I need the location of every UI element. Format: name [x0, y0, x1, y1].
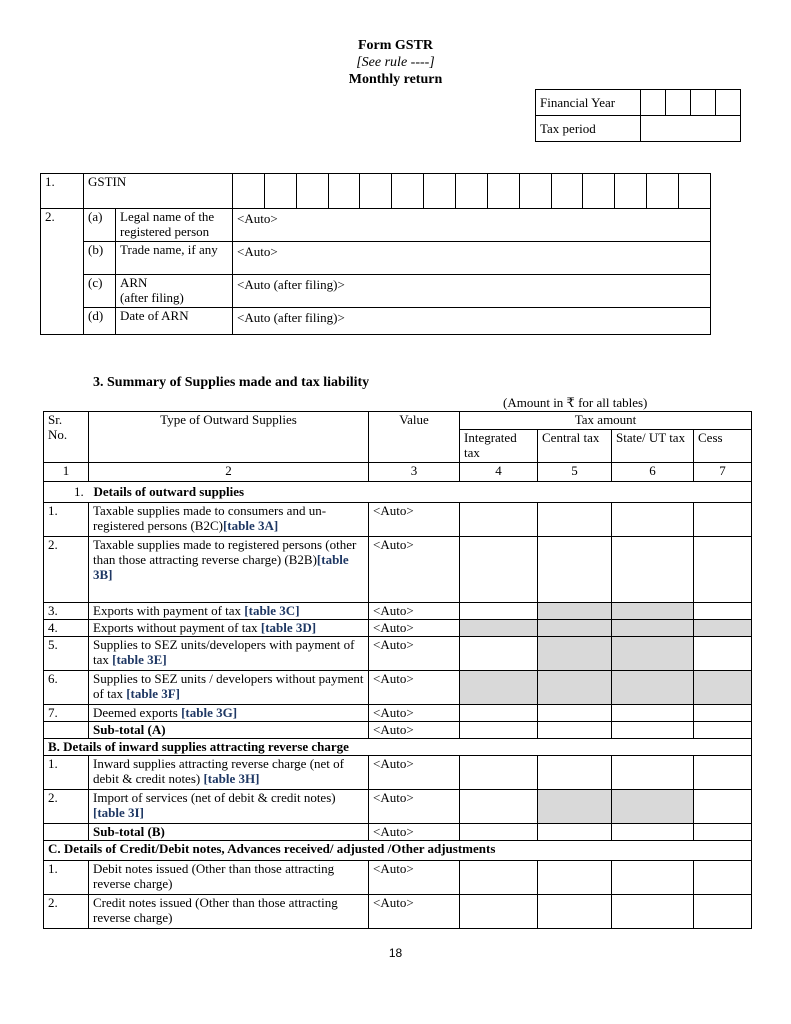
- supply-text: Exports without payment of tax: [93, 620, 261, 635]
- integrated-tax-cell[interactable]: [460, 537, 538, 603]
- cess-cell[interactable]: [694, 503, 752, 537]
- gstin-digit-cell[interactable]: [297, 174, 329, 208]
- table-reference: [table 3A]: [222, 518, 279, 533]
- value-cell: <Auto>: [369, 861, 460, 895]
- row-label: ARN (after filing): [116, 275, 233, 308]
- col-number: 2: [89, 463, 369, 482]
- legal-name-value: <Auto>: [233, 209, 711, 242]
- gstin-digit-cell[interactable]: [329, 174, 361, 208]
- supply-description: [89, 637, 369, 671]
- cess-cell[interactable]: [694, 895, 752, 929]
- table-reference: [table 3B]: [93, 552, 349, 582]
- supply-text: Supplies to SEZ units / developers without payment of tax: [93, 671, 364, 701]
- supply-description: [89, 705, 369, 722]
- supply-text: Inward supplies attracting reverse charge (net of debit & credit notes): [93, 756, 344, 786]
- summary-table: [43, 411, 752, 929]
- state-tax-cell: [612, 790, 694, 824]
- row-label: Legal name of the registered person: [116, 209, 233, 242]
- supply-text: Debit notes issued (Other than those attracting reverse charge): [93, 861, 335, 891]
- sub-label: (c): [84, 275, 116, 308]
- supply-text: Deemed exports: [93, 705, 182, 720]
- arn-date-value: <Auto (after filing)>: [233, 308, 711, 335]
- col-cess-header: Cess: [694, 430, 752, 463]
- row-number: 5.: [44, 637, 89, 671]
- cess-cell[interactable]: [694, 603, 752, 620]
- central-tax-cell[interactable]: [538, 503, 612, 537]
- table-row: [44, 790, 752, 824]
- table-row: [44, 503, 752, 537]
- gstin-digit-cell[interactable]: [488, 174, 520, 208]
- value-cell: <Auto>: [369, 537, 460, 603]
- supply-description: [89, 756, 369, 790]
- sub-label: (d): [84, 308, 116, 335]
- subtotal-a-value: <Auto>: [369, 722, 460, 739]
- gstin-digit-cell[interactable]: [424, 174, 456, 208]
- table-row: [44, 620, 752, 637]
- gstin-digit-cell[interactable]: [583, 174, 615, 208]
- table-row: [44, 671, 752, 705]
- supply-description: [89, 895, 369, 929]
- gstin-label: GSTIN: [84, 174, 233, 209]
- table-row: [44, 603, 752, 620]
- summary-heading: 3. Summary of Supplies made and tax liability: [93, 375, 370, 390]
- state-tax-cell: [612, 671, 694, 705]
- central-tax-cell: [538, 637, 612, 671]
- supply-description: [89, 620, 369, 637]
- table-row: [44, 637, 752, 671]
- integrated-tax-cell: [460, 620, 538, 637]
- supply-description: [89, 503, 369, 537]
- table-reference: [table 3C]: [244, 603, 300, 618]
- value-cell: <Auto>: [369, 705, 460, 722]
- col-value-header: Value: [369, 412, 460, 463]
- cess-cell: [694, 671, 752, 705]
- integrated-tax-cell: [460, 671, 538, 705]
- table-row: [44, 861, 752, 895]
- supply-description: [89, 537, 369, 603]
- central-tax-cell[interactable]: [538, 756, 612, 790]
- table-row: [44, 537, 752, 603]
- row-number: 7.: [44, 705, 89, 722]
- central-tax-cell: [538, 790, 612, 824]
- table-reference: [table 3H]: [203, 771, 260, 786]
- trade-name-value: <Auto>: [233, 242, 711, 275]
- integrated-tax-cell[interactable]: [460, 790, 538, 824]
- sub-label: (b): [84, 242, 116, 275]
- row-number: 2.: [44, 537, 89, 603]
- identity-group-number: 2.: [41, 209, 84, 335]
- state-tax-cell[interactable]: [612, 756, 694, 790]
- supply-text: Taxable supplies made to registered persons (other than those attracting reverse charge) (B2B): [93, 537, 357, 567]
- gstin-digit-cell[interactable]: [392, 174, 424, 208]
- row-label: Date of ARN: [116, 308, 233, 335]
- value-cell: <Auto>: [369, 671, 460, 705]
- page-number: 18: [388, 946, 403, 960]
- cess-cell[interactable]: [694, 790, 752, 824]
- table-reference: [table 3F]: [126, 686, 181, 701]
- financial-year-label: Financial Year: [536, 90, 641, 116]
- supply-description: [89, 603, 369, 620]
- state-tax-cell[interactable]: [612, 705, 694, 722]
- supply-text: Supplies to SEZ units/developers with payment of tax: [93, 637, 355, 667]
- row-number: 6.: [44, 671, 89, 705]
- gstin-digit-cell[interactable]: [456, 174, 488, 208]
- row-number: 1.: [44, 756, 89, 790]
- table-row: [44, 895, 752, 929]
- amount-note: (Amount in ₹ for all tables): [503, 395, 648, 410]
- col-number: 3: [369, 463, 460, 482]
- state-tax-cell[interactable]: [612, 895, 694, 929]
- integrated-tax-cell[interactable]: [460, 603, 538, 620]
- col-state-header: State/ UT tax: [612, 430, 694, 463]
- value-cell: <Auto>: [369, 603, 460, 620]
- integrated-tax-cell[interactable]: [460, 503, 538, 537]
- subtotal-b-value: <Auto>: [369, 824, 460, 841]
- table-reference: [table 3I]: [93, 805, 144, 820]
- state-tax-cell: [612, 620, 694, 637]
- state-tax-cell[interactable]: [612, 537, 694, 603]
- subtotal-b-label: Sub-total (B): [89, 824, 369, 841]
- subtotal-a-label: Sub-total (A): [89, 722, 369, 739]
- form-title: Form GSTR: [357, 38, 434, 53]
- gstin-digit-cell[interactable]: [233, 174, 265, 208]
- value-cell: <Auto>: [369, 756, 460, 790]
- fy-digit-cell[interactable]: [666, 90, 691, 116]
- row-number: 2.: [44, 895, 89, 929]
- central-tax-cell[interactable]: [538, 861, 612, 895]
- col-number: 7: [694, 463, 752, 482]
- section-a-heading: [44, 482, 752, 503]
- state-tax-cell[interactable]: [612, 861, 694, 895]
- gstin-cells: [233, 174, 711, 209]
- integrated-tax-cell[interactable]: [460, 705, 538, 722]
- supply-text: Exports with payment of tax: [93, 603, 245, 618]
- gstin-digit-cell[interactable]: [647, 174, 679, 208]
- sub-label: (a): [84, 209, 116, 242]
- section-a-number: 1.: [74, 484, 84, 499]
- central-tax-cell: [538, 620, 612, 637]
- row-number: 1.: [44, 861, 89, 895]
- central-tax-cell[interactable]: [538, 537, 612, 603]
- row-label: Trade name, if any: [116, 242, 233, 275]
- fy-digit-cell[interactable]: [716, 90, 741, 116]
- gstin-digit-cell[interactable]: [520, 174, 552, 208]
- state-tax-cell: [612, 603, 694, 620]
- fy-digit-cell[interactable]: [641, 90, 666, 116]
- supply-description: [89, 861, 369, 895]
- integrated-tax-cell[interactable]: [460, 637, 538, 671]
- cess-cell[interactable]: [694, 756, 752, 790]
- row-number: 1.: [44, 503, 89, 537]
- central-tax-cell[interactable]: [538, 705, 612, 722]
- col-number: 4: [460, 463, 538, 482]
- cess-cell[interactable]: [694, 637, 752, 671]
- table-row: [44, 756, 752, 790]
- value-cell: <Auto>: [369, 620, 460, 637]
- value-cell: <Auto>: [369, 503, 460, 537]
- cess-cell: [694, 620, 752, 637]
- cess-cell[interactable]: [694, 705, 752, 722]
- integrated-tax-cell[interactable]: [460, 861, 538, 895]
- row-number: 3.: [44, 603, 89, 620]
- col-number: 1: [44, 463, 89, 482]
- table-reference: [table 3G]: [181, 705, 238, 720]
- table-row: [44, 705, 752, 722]
- rule-reference: [See rule ----]: [356, 55, 435, 70]
- col-tax-amount-header: Tax amount: [460, 412, 752, 430]
- gstin-digit-cell[interactable]: [265, 174, 297, 208]
- gstin-digit-cell[interactable]: [360, 174, 392, 208]
- row-number: 4.: [44, 620, 89, 637]
- cess-cell[interactable]: [694, 537, 752, 603]
- gstin-number: 1.: [41, 174, 84, 209]
- col-integrated-header: Integrated tax: [460, 430, 538, 463]
- fy-digit-cell[interactable]: [691, 90, 716, 116]
- table-reference: [table 3E]: [112, 652, 167, 667]
- identity-table: [40, 173, 711, 335]
- value-cell: <Auto>: [369, 895, 460, 929]
- section-b-title: B. Details of inward supplies attracting reverse charge: [44, 739, 752, 756]
- col-sr-header: Sr. No.: [44, 412, 89, 463]
- integrated-tax-cell[interactable]: [460, 756, 538, 790]
- col-type-header: Type of Outward Supplies: [89, 412, 369, 463]
- state-tax-cell: [612, 637, 694, 671]
- value-cell: <Auto>: [369, 790, 460, 824]
- gstin-digit-cell[interactable]: [679, 174, 710, 208]
- return-type: Monthly return: [348, 72, 443, 87]
- section-a-title: Details of outward supplies: [93, 484, 245, 499]
- col-number: 6: [612, 463, 694, 482]
- col-number: 5: [538, 463, 612, 482]
- supply-text: Credit notes issued (Other than those attracting reverse charge): [93, 895, 338, 925]
- section-c-title: C. Details of Credit/Debit notes, Advances received/ adjusted /Other adjustments: [44, 841, 752, 861]
- central-tax-cell[interactable]: [538, 895, 612, 929]
- gstin-digit-cell[interactable]: [615, 174, 647, 208]
- table-reference: [table 3D]: [260, 620, 317, 635]
- gstin-digit-cell[interactable]: [552, 174, 584, 208]
- central-tax-cell: [538, 671, 612, 705]
- supply-text: Taxable supplies made to consumers and un-registered persons (B2C): [93, 503, 327, 533]
- supply-description: [89, 671, 369, 705]
- tax-period-cell[interactable]: [641, 116, 741, 142]
- value-cell: <Auto>: [369, 637, 460, 671]
- col-central-header: Central tax: [538, 430, 612, 463]
- supply-description: [89, 790, 369, 824]
- cess-cell[interactable]: [694, 861, 752, 895]
- period-box: [535, 89, 741, 142]
- state-tax-cell[interactable]: [612, 503, 694, 537]
- integrated-tax-cell[interactable]: [460, 895, 538, 929]
- supply-text: Import of services (net of debit & credit notes): [93, 790, 336, 805]
- arn-value: <Auto (after filing)>: [233, 275, 711, 308]
- central-tax-cell: [538, 603, 612, 620]
- tax-period-label: Tax period: [536, 116, 641, 142]
- row-number: 2.: [44, 790, 89, 824]
